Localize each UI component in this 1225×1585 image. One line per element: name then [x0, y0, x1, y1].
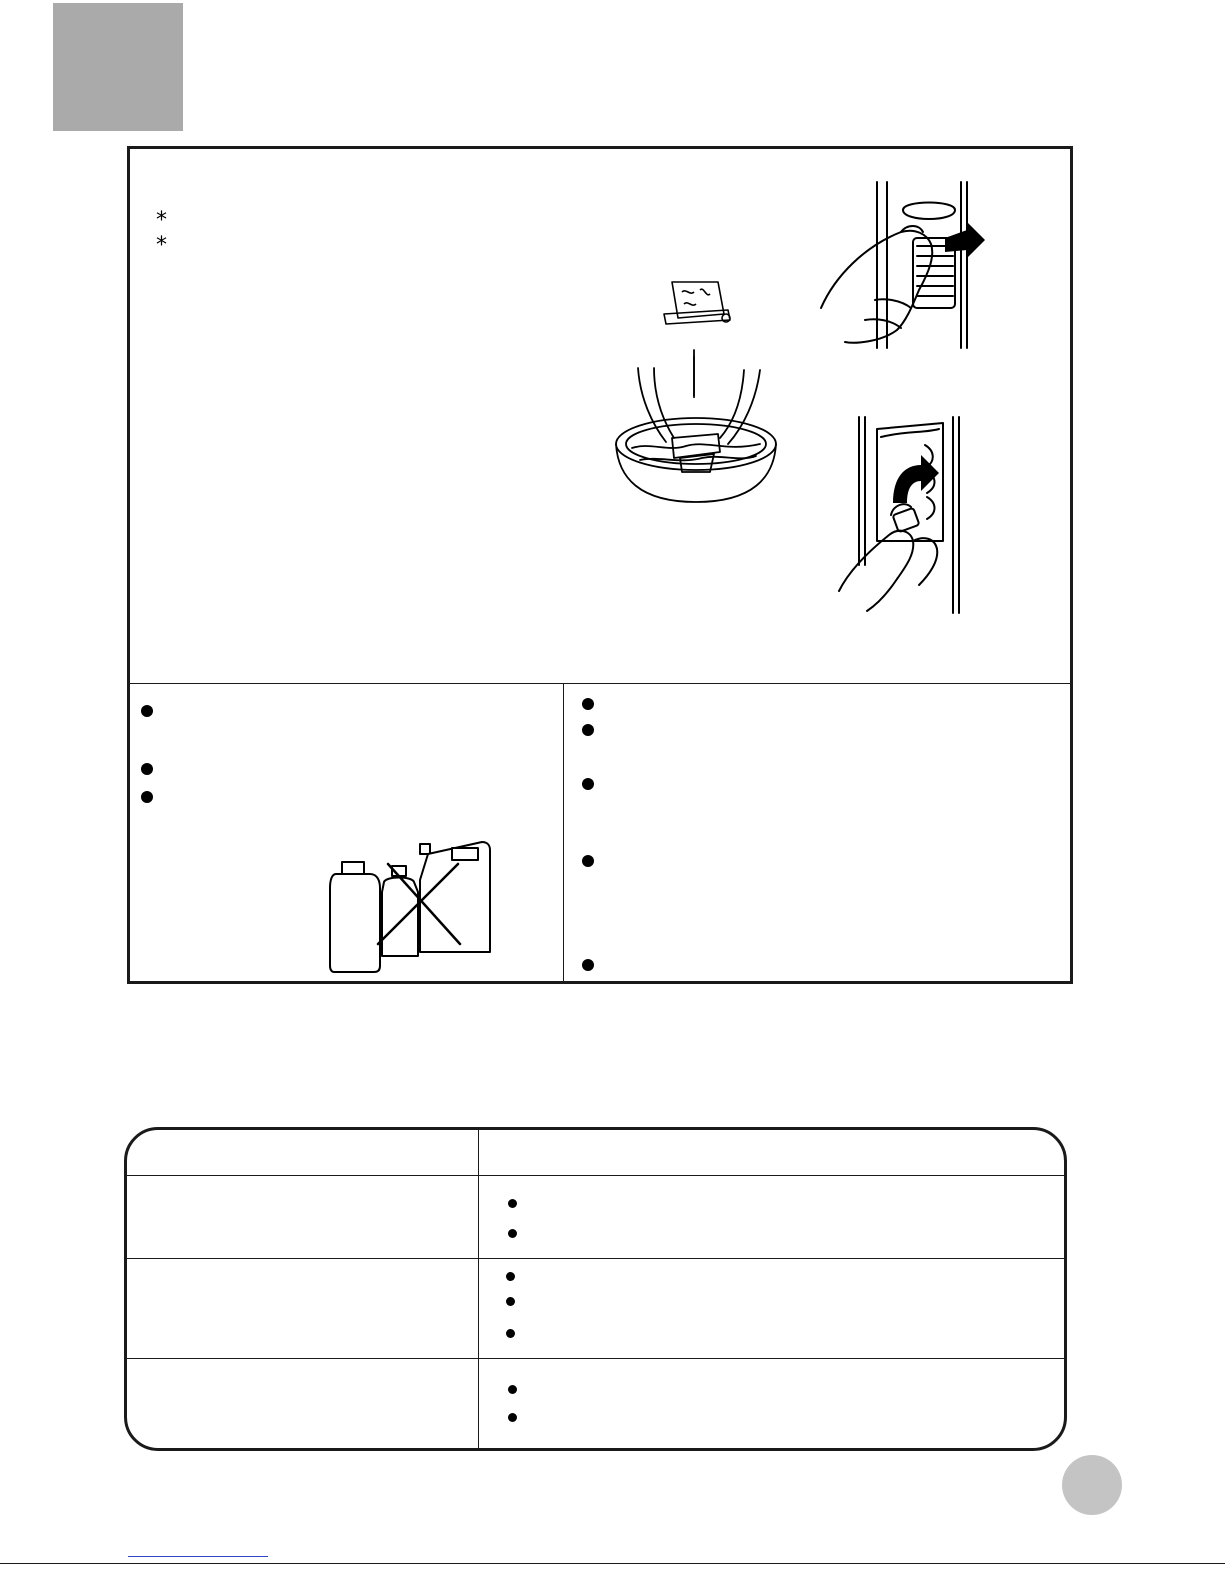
bullet-icon [508, 1199, 517, 1208]
bullet-icon [582, 959, 594, 971]
bullet-icon [508, 1385, 517, 1394]
note-marker: * [156, 208, 167, 233]
filter-cartridge-icon [660, 278, 740, 333]
bullet-icon [508, 1229, 517, 1238]
caution-item [582, 855, 594, 867]
footer-rule [0, 1563, 1225, 1564]
caution-item [141, 705, 153, 717]
note-marker: * [156, 233, 167, 258]
bullet-icon [582, 778, 594, 790]
note-item [156, 235, 167, 257]
note-item [156, 210, 167, 232]
caution-item [582, 724, 594, 736]
table-row-divider [127, 1358, 1064, 1359]
caution-item [582, 698, 594, 710]
panel-divider-horizontal [130, 683, 1071, 684]
page-number-badge [1062, 1455, 1122, 1515]
bullet-icon [582, 698, 594, 710]
table-column-divider [478, 1130, 479, 1448]
bullet-icon [506, 1329, 515, 1338]
caution-item [582, 959, 594, 971]
caution-item [582, 778, 594, 790]
bullet-icon [141, 705, 153, 717]
bullet-icon [141, 791, 153, 803]
bullet-icon [582, 855, 594, 867]
bullet-icon [506, 1272, 515, 1281]
bullet-icon [508, 1413, 517, 1422]
washing-filter-in-basin-icon [610, 348, 785, 508]
hand-removing-filter-icon [815, 180, 995, 350]
panel-divider-vertical [563, 684, 564, 984]
bullet-icon [141, 763, 153, 775]
footer-link-underline[interactable] [128, 1556, 268, 1557]
table-header-divider [127, 1175, 1064, 1176]
bullet-icon [582, 724, 594, 736]
caution-item [141, 791, 153, 803]
caution-item [141, 763, 153, 775]
hand-reinserting-filter-icon [835, 415, 975, 615]
section-tab [53, 3, 183, 131]
no-solvent-bottles-icon [328, 840, 493, 975]
bullet-icon [506, 1297, 515, 1306]
table-row-divider [127, 1258, 1064, 1259]
